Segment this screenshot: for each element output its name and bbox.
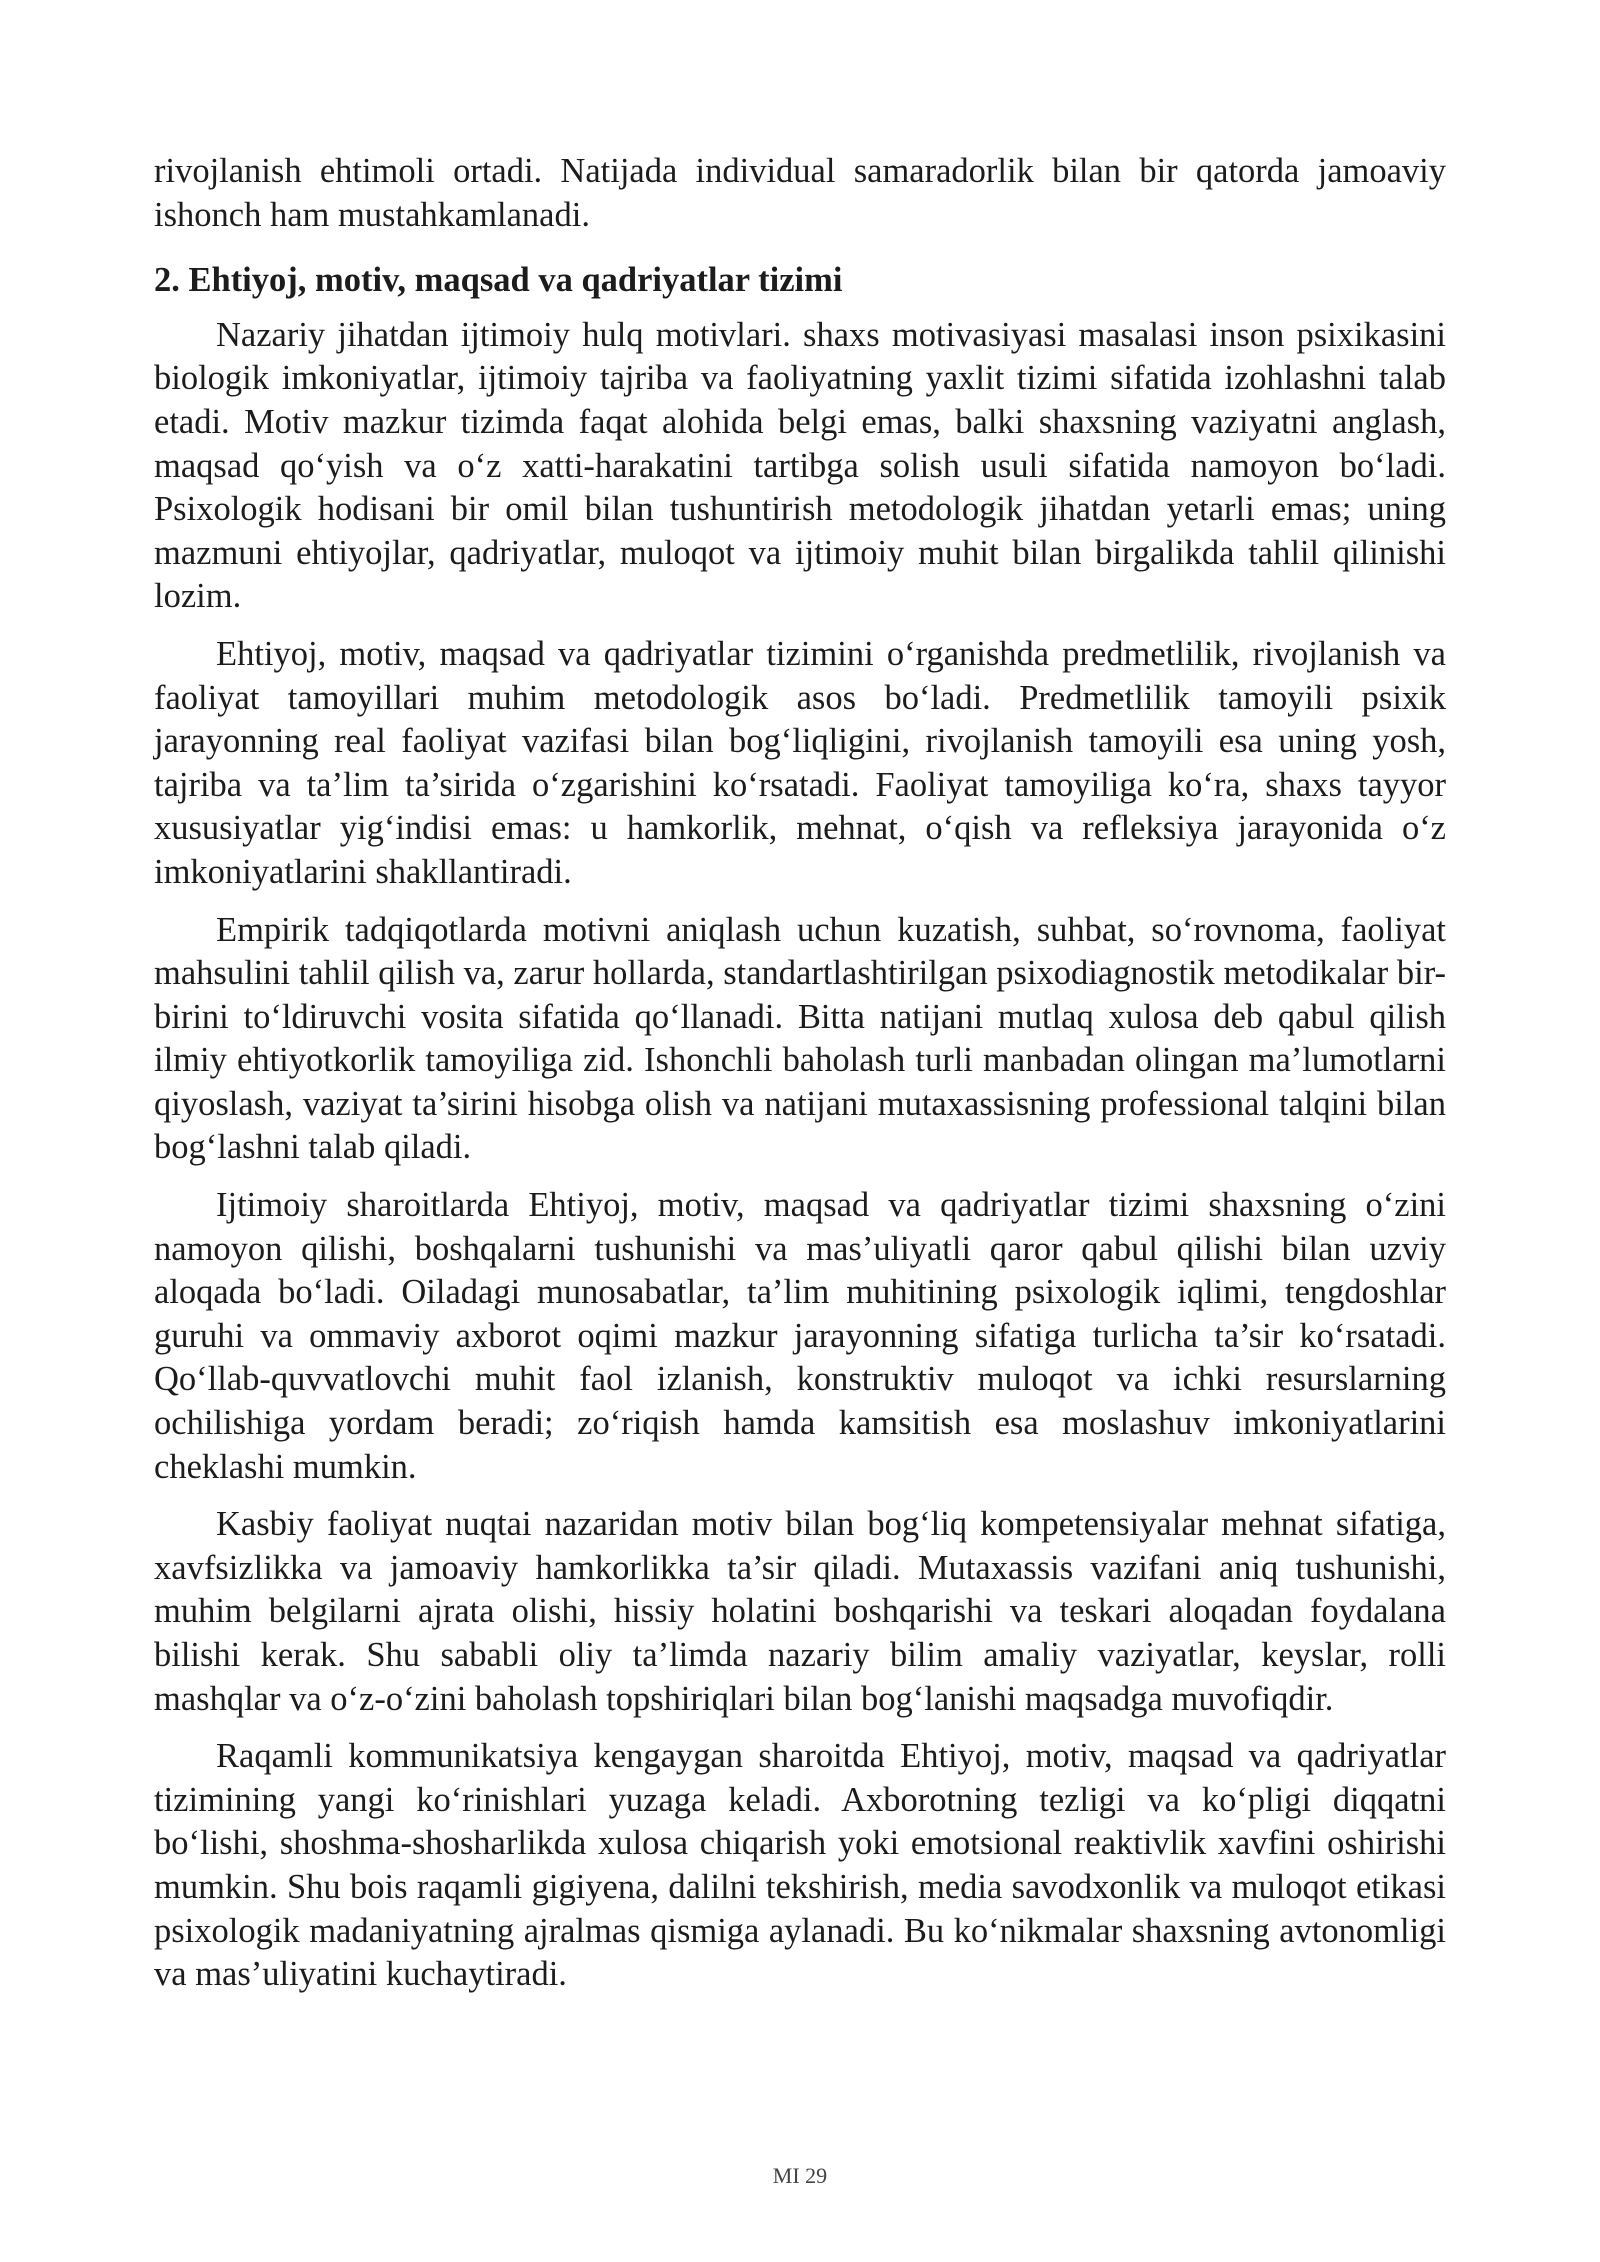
page-footer: MI 29 — [772, 2163, 828, 2188]
body-paragraph-5: Kasbiy faoliyat nuqtai nazaridan motiv bilan bog‘liq kompetensiyalar mehnat sifatiga, xavfsizlikka va jamoaviy hamkorlikka ta’sir qiladi. Mutaxassis vazifani aniq tushunishi, muhim belgilarni ajrata olishi, hissiy holatini boshqarishi va teskari aloqadan foydalana bilishi kerak. Shu sababli oliy ta’limda nazariy bilim amaliy vaziyatlar, keyslar, rolli mashqlar va o‘z-o‘zini baholash topshiriqlari bilan bog‘lanishi maqsadga muvofiqdir. — [154, 1505, 1446, 1718]
document-page — [154, 150, 1446, 1997]
body-paragraph-3: Empirik tadqiqotlarda motivni aniqlash uchun kuzatish, suhbat, so‘rovnoma, faoliyat mahsulini tahlil qilish va, zarur hollarda, standartlashtirilgan psixodiagnostik metodikalar bir-birini to‘ldiruvchi vosita sifatida qo‘llanadi. Bitta natijani mutlaq xulosa deb qabul qilish ilmiy ehtiyotkorlik tamoyiliga zid. Ishonchli baholash turli manbadan olingan ma’lumotlarni qiyoslash, vaziyat ta’sirini hisobga olish va natijani mutaxassisning professional talqini bilan bog‘lashni talab qiladi. — [154, 910, 1446, 1167]
intro-paragraph: rivojlanish ehtimoli ortadi. Natijada individual samaradorlik bilan bir qatorda jamoaviy ishonch ham mustahkamlanadi. — [154, 152, 1446, 234]
body-paragraph-2: Ehtiyoj, motiv, maqsad va qadriyatlar tizimini o‘rganishda predmetlilik, rivojlanish va faoliyat tamoyillari muhim metodologik asos bo‘ladi. Predmetlilik tamoyili psixik jarayonning real faoliyat vazifasi bilan bog‘liqligini, rivojlanish tamoyili esa uning yosh, tajriba va ta’lim ta’sirida o‘zgarishini ko‘rsatadi. Faoliyat tamoyiliga ko‘ra, shaxs tayyor xususiyatlar yig‘indisi emas: u hamkorlik, mehnat, o‘qish va refleksiya jarayonida o‘z imkoniyatlarini shakllantiradi. — [154, 634, 1446, 891]
body-paragraph-6: Raqamli kommunikatsiya kengaygan sharoitda Ehtiyoj, motiv, maqsad va qadriyatlar tizimining yangi ko‘rinishlari yuzaga keladi. Axborotning tezligi va ko‘pligi diqqatni bo‘lishi, shoshma-shosharlikda xulosa chiqarish yoki emotsional reaktivlik xavfini oshirishi mumkin. Shu bois raqamli gigiyena, dalilni tekshirish, media savodxonlik va muloqot etikasi psixologik madaniyatning ajralmas qismiga aylanadi. Bu ko‘nikmalar shaxsning avtonomligi va mas’uliyatini kuchaytiradi. — [154, 1737, 1446, 1994]
body-paragraph-1: Nazariy jihatdan ijtimoiy hulq motivlari. shaxs motivasiyasi masalasi inson psixikasini biologik imkoniyatlar, ijtimoiy tajriba va faoliyatning yaxlit tizimi sifatida izohlashni talab etadi. Motiv mazkur tizimda faqat alohida belgi emas, balki shaxsning vaziyatni anglash, maqsad qo‘yish va o‘z xatti-harakatini tartibga solish usuli sifatida namoyon bo‘ladi. Psixologik hodisani bir omil bilan tushuntirish metodologik jihatdan yetarli emas; uning mazmuni ehtiyojlar, qadriyatlar, muloqot va ijtimoiy muhit bilan birgalikda tahlil qilinishi lozim. — [154, 315, 1446, 616]
body-paragraph-4: Ijtimoiy sharoitlarda Ehtiyoj, motiv, maqsad va qadriyatlar tizimi shaxsning o‘zini namoyon qilishi, boshqalarni tushunishi va mas’uliyatli qaror qabul qilishi bilan uzviy aloqada bo‘ladi. Oiladagi munosabatlar, ta’lim muhitining psixologik iqlimi, tengdoshlar guruhi va ommaviy axborot oqimi mazkur jarayonning sifatiga turlicha ta’sir ko‘rsatadi. Qo‘llab-quvvatlovchi muhit faol izlanish, konstruktiv muloqot va ichki resurslarning ochilishiga yordam beradi; zo‘riqish hamda kamsitish esa moslashuv imkoniyatlarini cheklashi mumkin. — [154, 1186, 1446, 1486]
section-heading: 2. Ehtiyoj, motiv, maqsad va qadriyatlar tizimi — [154, 261, 843, 300]
